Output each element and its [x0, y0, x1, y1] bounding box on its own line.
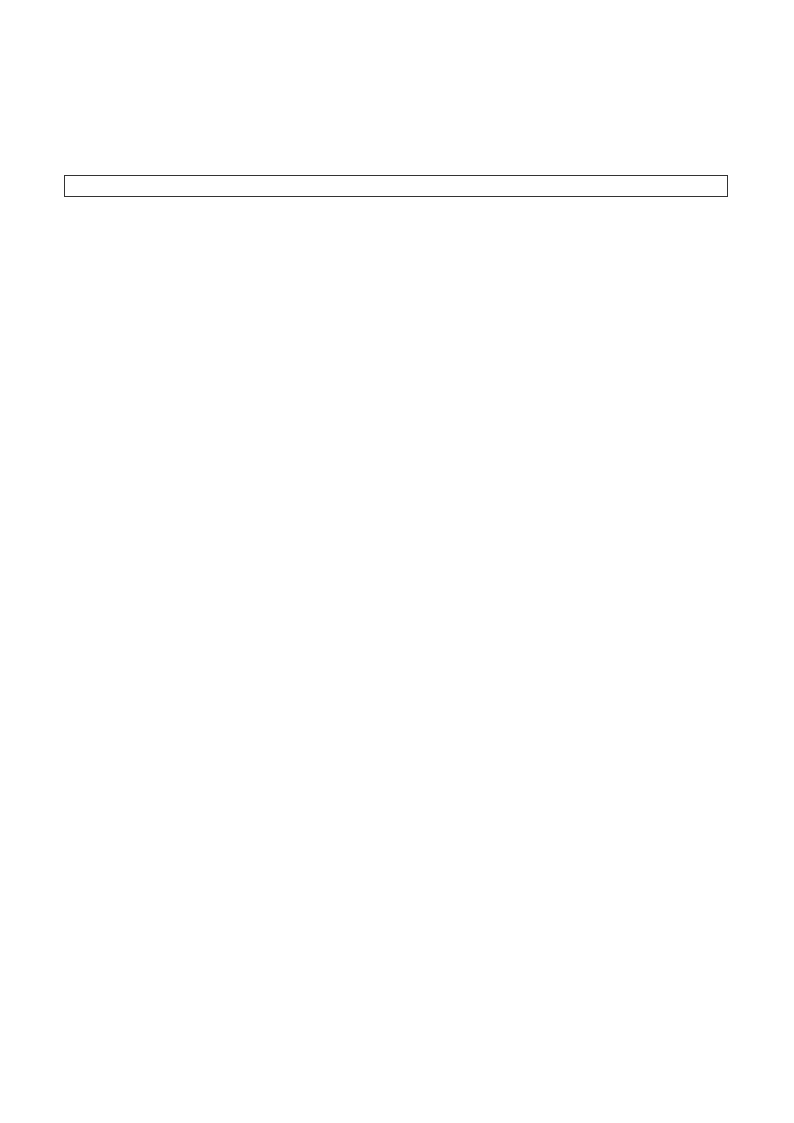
document-content — [72, 90, 724, 253]
summary-line — [72, 226, 724, 253]
word-box — [64, 175, 728, 197]
instruction-line-1 — [72, 117, 724, 144]
instruction-line-2 — [72, 144, 724, 171]
analysis-label — [72, 199, 724, 226]
section-title — [72, 90, 724, 117]
